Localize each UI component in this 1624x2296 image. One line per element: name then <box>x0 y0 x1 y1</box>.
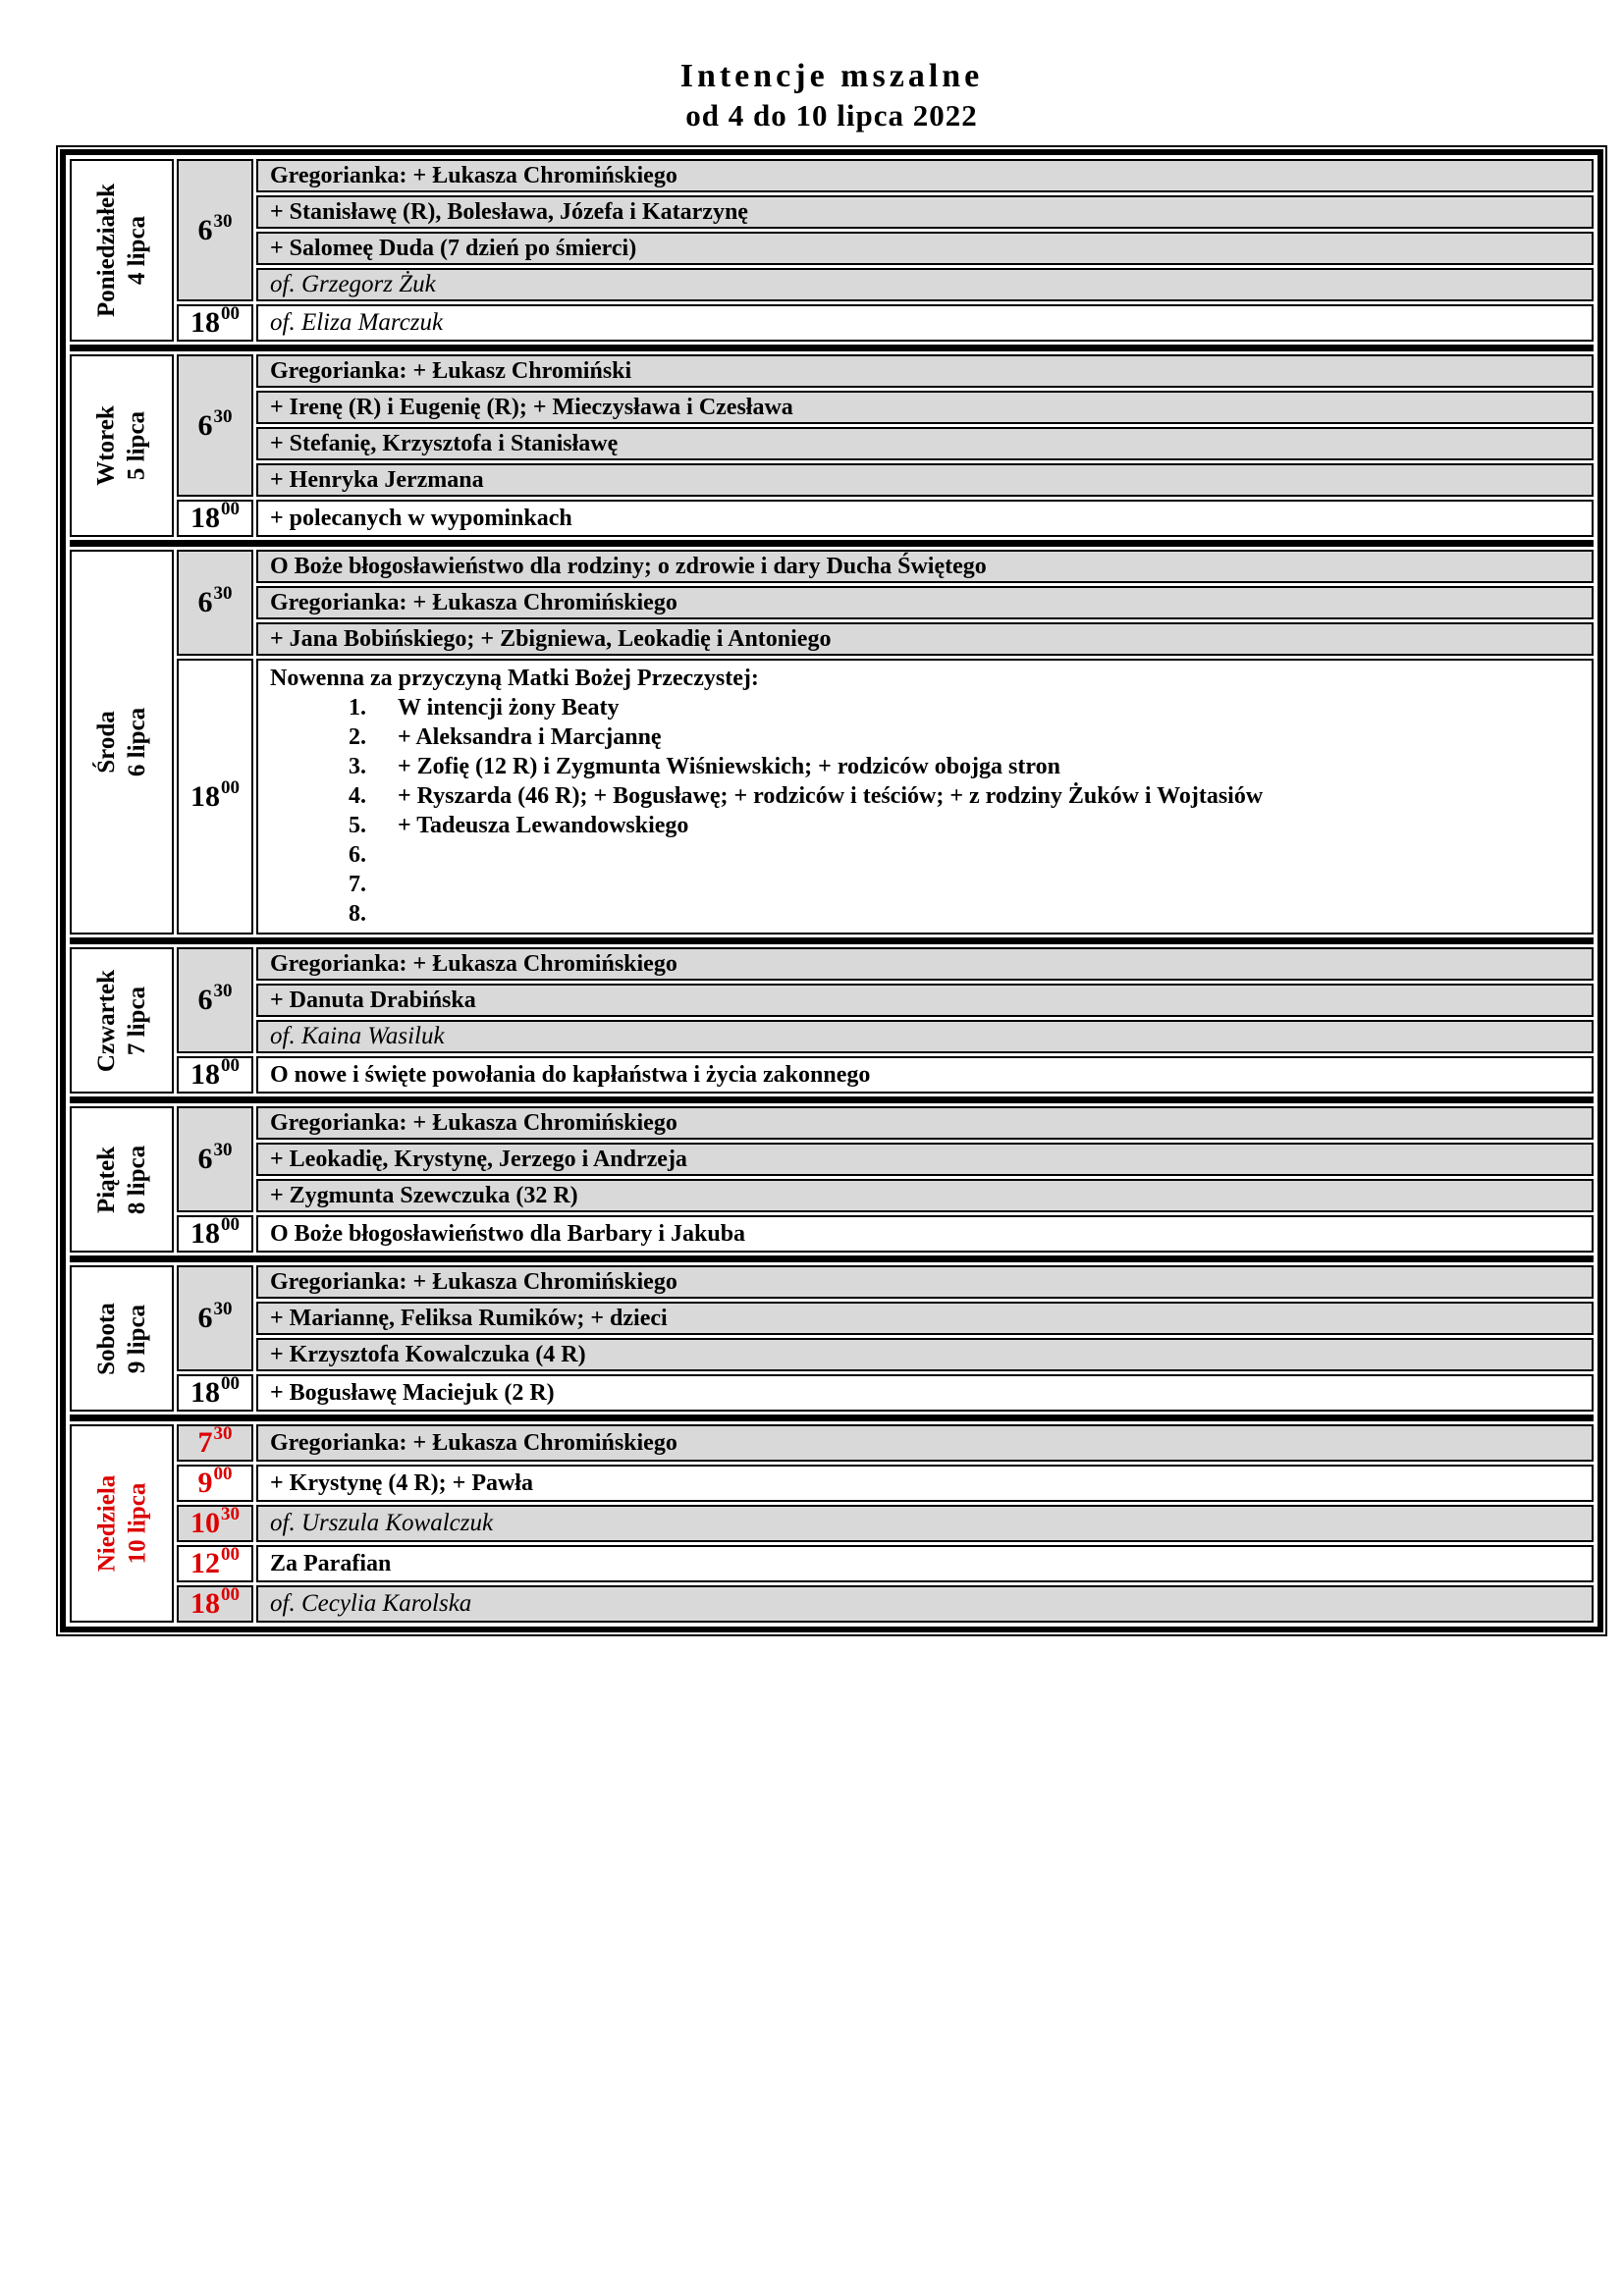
mass-time-hour: 6 <box>197 408 213 442</box>
mass-time <box>177 304 253 342</box>
intention-row: Gregorianka: + Łukasza Chromińskiego <box>256 947 1594 981</box>
novenna-heading: Nowenna za przyczyną Matki Bożej Przeczystej: <box>270 666 759 691</box>
intention-row: O Boże błogosławieństwo dla Barbary i Jakuba <box>256 1215 1594 1253</box>
day-block-5 <box>70 1265 1594 1412</box>
mass-time-minutes: 30 <box>213 981 233 1001</box>
day-label <box>91 1475 152 1573</box>
intention-row: + Krystynę (4 R); + Pawła <box>256 1465 1594 1502</box>
day-cell <box>70 550 174 934</box>
mass-time-hour: 6 <box>197 213 213 246</box>
day-separator <box>70 1096 1594 1103</box>
intention-row: + Stanisławę (R), Bolesława, Józefa i Katarzynę <box>256 195 1594 229</box>
intention-row: Gregorianka: + Łukasza Chromińskiego <box>256 1106 1594 1140</box>
day-name: Sobota <box>92 1302 120 1375</box>
mass-time-hour: 6 <box>197 1302 213 1334</box>
day-cell <box>70 354 174 537</box>
day-label <box>91 708 152 776</box>
novenna-item-number: 4. <box>349 783 366 809</box>
intention-row: Gregorianka: + Łukasza Chromińskiego <box>256 586 1594 619</box>
mass-time-minutes: 00 <box>221 1374 240 1394</box>
mass-time <box>177 1374 253 1412</box>
intention-row: Gregorianka: + Łukasza Chromińskiego <box>256 1424 1594 1462</box>
intention-row: O Boże błogosławieństwo dla rodziny; o zdrowie i dary Ducha Świętego <box>256 550 1594 583</box>
novenna-item <box>270 899 1580 929</box>
novenna-item <box>270 693 1580 722</box>
novenna-item-text: + Ryszarda (46 R); + Bogusławę; + rodziców i teściów; + z rodziny Żuków i Wojtasiów <box>398 783 1264 809</box>
day-name: Wtorek <box>92 405 120 486</box>
mass-time <box>177 500 253 537</box>
day-date: 5 lipca <box>123 410 150 481</box>
intention-row: Za Parafian <box>256 1545 1594 1582</box>
novenna-cell <box>256 659 1594 934</box>
novenna-item-number: 1. <box>349 695 366 721</box>
intention-row: Gregorianka: + Łukasz Chromiński <box>256 354 1594 388</box>
mass-time-minutes: 00 <box>221 776 240 798</box>
day-name: Piątek <box>93 1146 120 1213</box>
mass-time <box>177 1585 253 1623</box>
mass-time <box>177 947 253 1053</box>
mass-time <box>177 1424 253 1462</box>
mass-intentions-table <box>56 145 1607 1636</box>
day-block-6 <box>70 1424 1594 1623</box>
mass-time-minutes: 00 <box>221 304 240 324</box>
novenna-item <box>270 840 1580 870</box>
intention-row: of. Cecylia Karolska <box>256 1585 1594 1623</box>
day-label <box>91 969 152 1071</box>
mass-time <box>177 1056 253 1094</box>
intention-row: + Irenę (R) i Eugenię (R); + Mieczysława i Czesława <box>256 391 1594 424</box>
mass-time <box>177 1265 253 1371</box>
mass-time-minutes: 30 <box>213 1424 233 1444</box>
mass-time <box>177 1106 253 1212</box>
mass-time <box>177 1545 253 1582</box>
day-label <box>91 1145 152 1213</box>
day-date: 8 lipca <box>124 1145 150 1214</box>
mass-time-minutes: 00 <box>213 1465 233 1484</box>
intention-row: Gregorianka: + Łukasza Chromińskiego <box>256 1265 1594 1299</box>
novenna-item <box>270 722 1580 752</box>
day-date: 6 lipca <box>124 707 150 777</box>
intention-row: of. Urszula Kowalczuk <box>256 1505 1594 1542</box>
intention-row: + Salomeę Duda (7 dzień po śmierci) <box>256 232 1594 265</box>
novenna-item <box>270 781 1580 811</box>
day-block-3 <box>70 947 1594 1094</box>
intention-row: + Leokadię, Krystynę, Jerzego i Andrzeja <box>256 1143 1594 1176</box>
mass-time <box>177 354 253 497</box>
mass-time <box>177 1505 253 1542</box>
mass-time-minutes: 00 <box>221 1215 240 1235</box>
day-block-1 <box>70 354 1594 537</box>
mass-time-hour: 6 <box>197 1143 213 1175</box>
mass-time-hour: 10 <box>190 1507 220 1539</box>
intention-row: + polecanych w wypominkach <box>256 500 1594 537</box>
day-separator <box>70 540 1594 547</box>
day-cell <box>70 159 174 342</box>
day-block-2 <box>70 550 1594 934</box>
novenna-item-text: + Aleksandra i Marcjannę <box>398 724 662 750</box>
novenna-item-number: 8. <box>349 901 366 927</box>
day-date: 7 lipca <box>124 986 151 1055</box>
novenna-item-text <box>398 899 1580 929</box>
mass-time-minutes: 00 <box>221 500 240 519</box>
novenna-item-text <box>398 870 1580 899</box>
day-block-0 <box>70 159 1594 342</box>
novenna-item-text: W intencji żony Beaty <box>398 695 620 721</box>
intention-row: of. Grzegorz Żuk <box>256 268 1594 301</box>
mass-time-hour: 18 <box>190 1587 220 1620</box>
intention-row: + Bogusławę Maciejuk (2 R) <box>256 1374 1594 1412</box>
mass-time-minutes: 00 <box>221 1056 240 1076</box>
day-date: 9 lipca <box>123 1304 150 1373</box>
day-name: Środa <box>93 711 120 774</box>
intention-row: + Danuta Drabińska <box>256 984 1594 1017</box>
mass-time-minutes: 00 <box>221 1545 240 1565</box>
intention-row: + Zygmunta Szewczuka (32 R) <box>256 1179 1594 1212</box>
day-label <box>91 184 152 317</box>
novenna-item <box>270 811 1580 840</box>
intention-row: of. Eliza Marczuk <box>256 304 1594 342</box>
novenna-item-number: 6. <box>349 842 366 868</box>
novenna-item <box>270 870 1580 899</box>
mass-time-hour: 18 <box>190 779 220 813</box>
day-cell <box>70 1265 174 1412</box>
novenna-item-number: 2. <box>349 724 366 750</box>
mass-time-hour: 6 <box>197 984 213 1016</box>
day-separator <box>70 345 1594 351</box>
novenna-item-number: 5. <box>349 813 366 838</box>
mass-time-minutes: 30 <box>213 583 233 604</box>
day-separator <box>70 1255 1594 1262</box>
mass-time-hour: 18 <box>190 502 220 534</box>
mass-time <box>177 550 253 656</box>
mass-time-minutes: 30 <box>221 1505 240 1524</box>
novenna-item-number: 3. <box>349 754 366 779</box>
day-cell <box>70 1424 174 1623</box>
day-date: 10 lipca <box>124 1482 150 1565</box>
mass-time-minutes: 00 <box>221 1585 240 1605</box>
day-separator <box>70 1415 1594 1421</box>
page-title: Intencje mszalne <box>679 58 984 94</box>
day-label <box>91 1303 152 1375</box>
day-name: Niedziela <box>93 1474 120 1573</box>
day-cell <box>70 1106 174 1253</box>
mass-time-minutes: 30 <box>213 1299 233 1319</box>
novenna-item <box>270 752 1580 781</box>
mass-time-minutes: 30 <box>213 210 233 232</box>
intention-row: + Stefanię, Krzysztofa i Stanisławę <box>256 427 1594 460</box>
mass-time-minutes: 30 <box>213 405 233 427</box>
mass-time <box>177 659 253 934</box>
day-cell <box>70 947 174 1094</box>
schedule-frame <box>60 149 1603 1632</box>
day-block-4 <box>70 1106 1594 1253</box>
mass-time <box>177 1465 253 1502</box>
day-date: 4 lipca <box>124 215 151 286</box>
day-name: Czwartek <box>93 969 121 1072</box>
intention-row: + Mariannę, Feliksa Rumików; + dzieci <box>256 1302 1594 1335</box>
intention-row: + Jana Bobińskiego; + Zbigniewa, Leokadię i Antoniego <box>256 622 1594 656</box>
day-label <box>91 405 152 485</box>
intention-row: O nowe i święte powołania do kapłaństwa i życia zakonnego <box>256 1056 1594 1094</box>
mass-time-hour: 9 <box>197 1467 213 1499</box>
mass-time <box>177 159 253 301</box>
mass-time-hour: 18 <box>190 306 220 339</box>
mass-time-hour: 18 <box>190 1058 220 1091</box>
novenna-item-number: 7. <box>349 872 366 897</box>
novenna-item-text <box>398 840 1580 870</box>
day-separator <box>70 937 1594 944</box>
mass-time <box>177 1215 253 1253</box>
mass-time-hour: 7 <box>197 1426 213 1459</box>
title-block <box>56 57 1607 135</box>
day-name: Poniedziałek <box>93 183 121 318</box>
intention-row: of. Kaina Wasiluk <box>256 1020 1594 1053</box>
mass-time-hour: 12 <box>190 1547 220 1579</box>
mass-time-hour: 18 <box>190 1217 220 1250</box>
mass-time-hour: 6 <box>197 586 213 618</box>
mass-time-hour: 18 <box>190 1376 220 1409</box>
page-subtitle: od 4 do 10 lipca 2022 <box>685 98 978 133</box>
intention-row: + Krzysztofa Kowalczuka (4 R) <box>256 1338 1594 1371</box>
intention-row: + Henryka Jerzmana <box>256 463 1594 497</box>
novenna-item-text: + Zofię (12 R) i Zygmunta Wiśniewskich; + rodziców obojga stron <box>398 754 1060 779</box>
mass-time-minutes: 30 <box>213 1140 233 1160</box>
novenna-item-text: + Tadeusza Lewandowskiego <box>398 813 689 838</box>
intention-row: Gregorianka: + Łukasza Chromińskiego <box>256 159 1594 192</box>
